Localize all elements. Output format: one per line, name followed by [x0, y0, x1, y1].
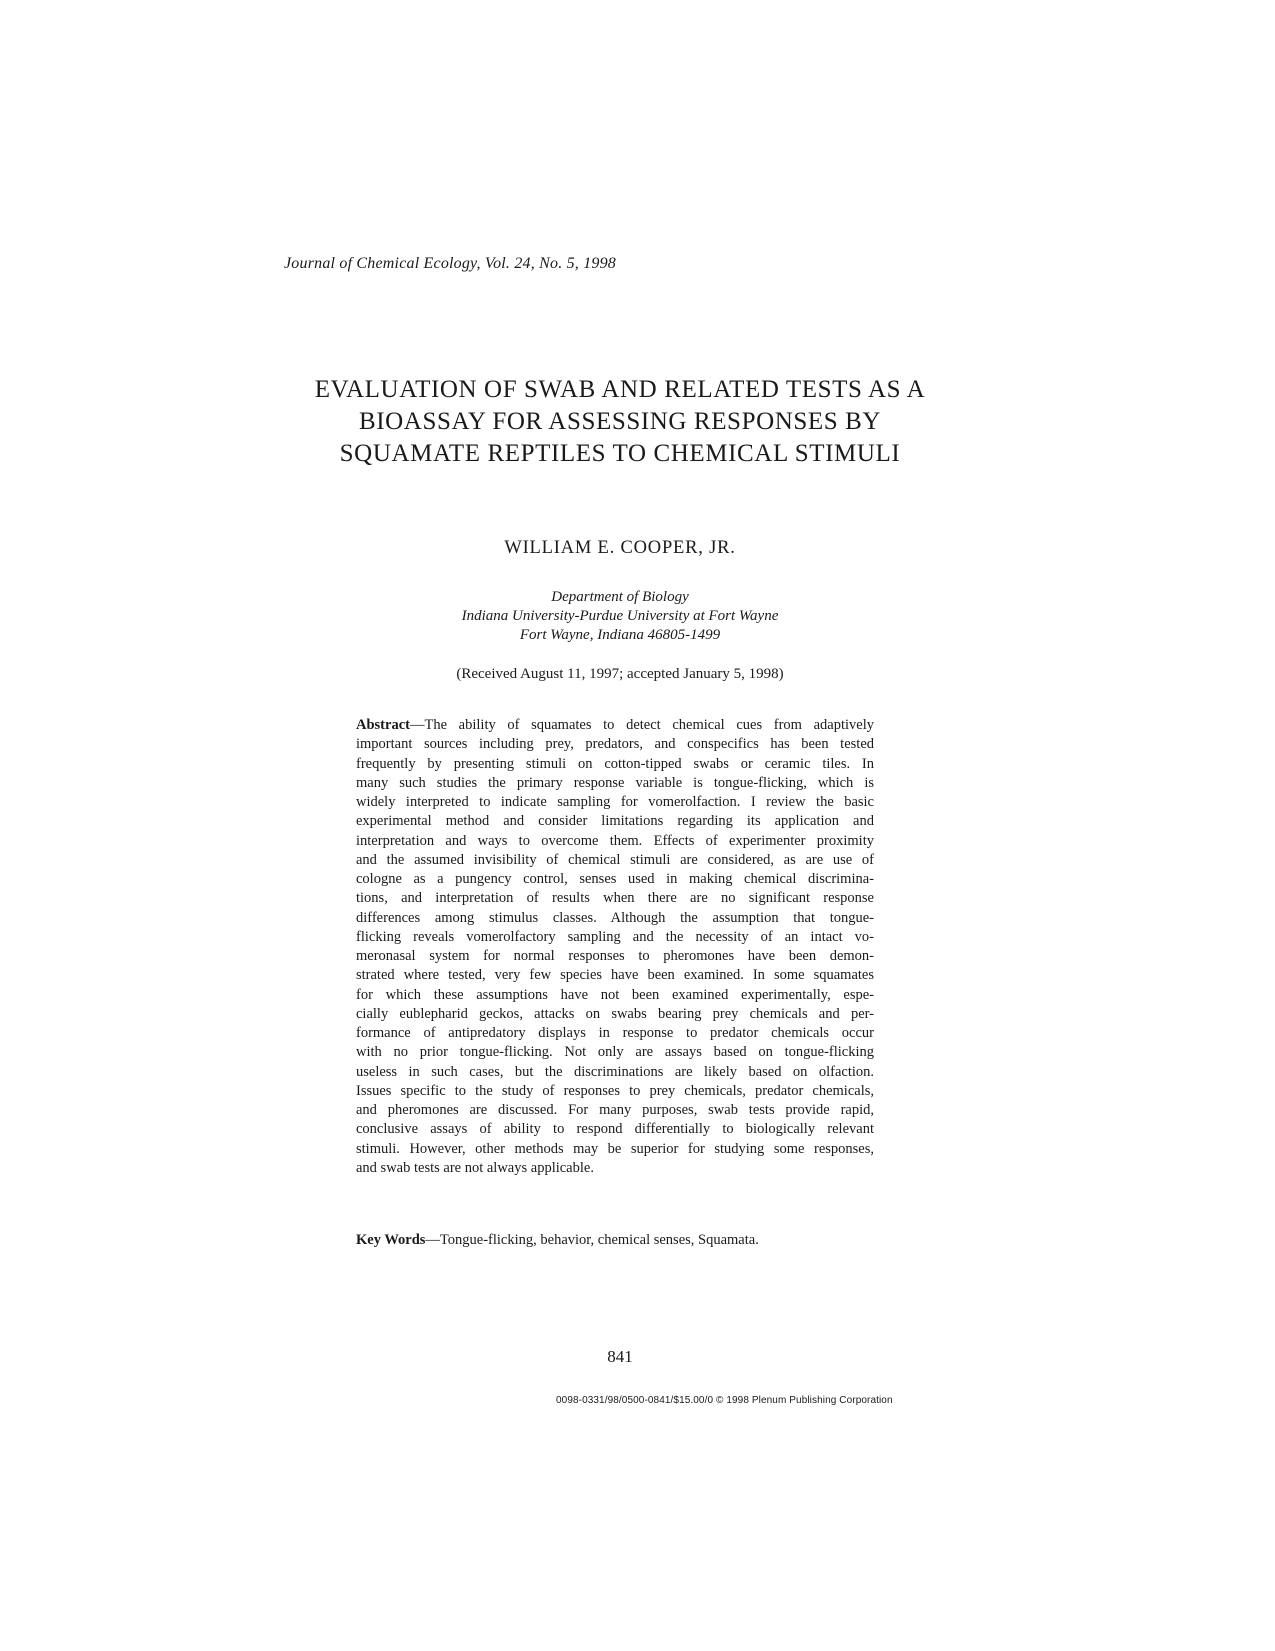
abstract-line: conclusive assays of ability to respond differentially to biologically relevant — [356, 1121, 874, 1138]
affiliation-department: Department of Biology — [551, 589, 689, 605]
abstract — [356, 716, 874, 1178]
abstract-line — [356, 716, 874, 735]
abstract-line: for which these assumptions have not been examined experimentally, espe- — [356, 986, 874, 1003]
affiliation-university: Indiana University-Purdue University at Fort Wayne — [461, 608, 779, 624]
abstract-line: cologne as a pungency control, senses used in making chemical discrimina- — [356, 871, 874, 887]
abstract-line-text: —The ability of squamates to detect chemical cues from adaptively — [409, 717, 874, 733]
abstract-line: strated where tested, very few species have been examined. In some squamates — [356, 967, 874, 984]
copyright-line: 0098-0331/98/0500-0841/$15.00/0 © 1998 Plenum Publishing Corporation — [556, 1395, 893, 1406]
abstract-line: differences among stimulus classes. Although the assumption that tongue- — [356, 909, 874, 926]
abstract-label: Abstract — [356, 717, 410, 733]
abstract-line: and pheromones are discussed. For many purposes, swab tests provide rapid, — [356, 1102, 874, 1118]
abstract-line: many such studies the primary response variable is tongue-flicking, which is — [356, 774, 874, 791]
abstract-line: formance of antipredatory displays in response to predator chemicals occur — [356, 1025, 874, 1041]
abstract-line: cially eublepharid geckos, attacks on swabs bearing prey chemicals and per- — [356, 1005, 874, 1022]
title-line-1: EVALUATION OF SWAB AND RELATED TESTS AS A — [314, 376, 926, 403]
abstract-line: widely interpreted to indicate sampling for vomerolfaction. I review the basic — [356, 794, 874, 810]
abstract-line: Issues specific to the study of responses to prey chemicals, predator chemicals, — [356, 1082, 874, 1099]
abstract-line: with no prior tongue-flicking. Not only are assays based on tongue-flicking — [356, 1044, 874, 1061]
abstract-line: important sources including prey, predators, and conspecifics has been tested — [356, 736, 874, 753]
abstract-line: and the assumed invisibility of chemical stimuli are considered, as are use of — [356, 851, 874, 868]
abstract-line: meronasal system for normal responses to pheromones have been demon- — [356, 948, 874, 964]
paper-title — [240, 374, 1000, 470]
abstract-line: useless in such cases, but the discriminations are likely based on olfaction. — [356, 1063, 874, 1080]
title-line-3: SQUAMATE REPTILES TO CHEMICAL STIMULI — [339, 440, 901, 467]
author-affiliation — [340, 588, 900, 645]
journal-citation: Journal of Chemical Ecology, Vol. 24, No. 5, 1998 — [284, 255, 616, 272]
keywords-text: —Tongue-flicking, behavior, chemical senses, Squamata. — [425, 1232, 759, 1248]
keywords-label: Key Words — [356, 1232, 426, 1248]
author-name: WILLIAM E. COOPER, JR. — [504, 538, 736, 558]
affiliation-address: Fort Wayne, Indiana 46805-1499 — [519, 627, 721, 643]
keywords — [356, 1232, 759, 1249]
title-line-2: BIOASSAY FOR ASSESSING RESPONSES BY — [358, 408, 882, 435]
page-number: 841 — [607, 1347, 633, 1366]
abstract-line: tions, and interpretation of results when there are no significant response — [356, 890, 874, 907]
abstract-line: interpretation and ways to overcome them. Effects of experimenter proximity — [356, 832, 874, 849]
abstract-line: stimuli. However, other methods may be superior for studying some responses, — [356, 1140, 874, 1157]
received-dates: (Received August 11, 1997; accepted January 5, 1998) — [456, 666, 784, 682]
abstract-line: flicking reveals vomerolfactory sampling and the necessity of an intact vo- — [356, 928, 874, 945]
abstract-line: and swab tests are not always applicable. — [356, 1159, 594, 1176]
abstract-line: frequently by presenting stimuli on cotton-tipped swabs or ceramic tiles. In — [356, 755, 874, 772]
abstract-line: experimental method and consider limitations regarding its application and — [356, 813, 874, 830]
